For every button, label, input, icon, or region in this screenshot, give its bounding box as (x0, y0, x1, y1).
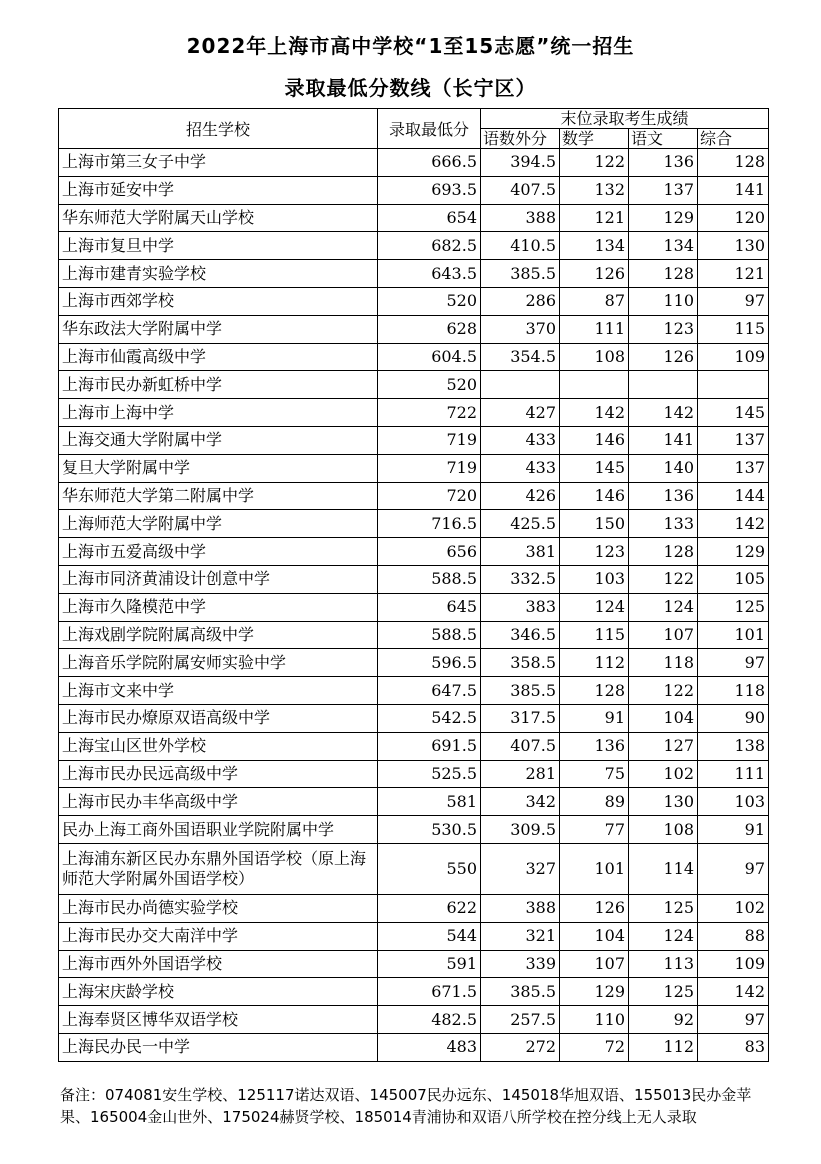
math-score: 75 (560, 760, 629, 788)
comprehensive-score: 137 (698, 454, 769, 482)
comprehensive-score: 138 (698, 732, 769, 760)
min-score: 719 (378, 454, 481, 482)
chinese-score: 137 (629, 176, 698, 204)
math-score: 103 (560, 565, 629, 593)
chinese-score: 92 (629, 1006, 698, 1034)
ysw-score: 385.5 (481, 677, 560, 705)
school-name: 上海戏剧学院附属高级中学 (59, 621, 378, 649)
table-row (59, 454, 769, 482)
chinese-score: 128 (629, 538, 698, 566)
min-score: 719 (378, 426, 481, 454)
ysw-score: 407.5 (481, 176, 560, 204)
min-score: 581 (378, 788, 481, 816)
min-score: 591 (378, 950, 481, 978)
chinese-score: 129 (629, 204, 698, 232)
school-name: 上海市同济黄浦设计创意中学 (59, 565, 378, 593)
comprehensive-score: 111 (698, 760, 769, 788)
min-score: 542.5 (378, 704, 481, 732)
ysw-score: 425.5 (481, 510, 560, 538)
chinese-score: 140 (629, 454, 698, 482)
school-name: 上海市民办丰华高级中学 (59, 788, 378, 816)
comprehensive-score: 145 (698, 399, 769, 427)
school-name: 上海市上海中学 (59, 399, 378, 427)
table-row (59, 732, 769, 760)
comprehensive-score: 97 (698, 1006, 769, 1034)
chinese-score: 141 (629, 426, 698, 454)
min-score: 530.5 (378, 816, 481, 844)
school-name: 上海交通大学附属中学 (59, 426, 378, 454)
chinese-score: 104 (629, 704, 698, 732)
school-name: 上海市文来中学 (59, 677, 378, 705)
comprehensive-score: 144 (698, 482, 769, 510)
chinese-score: 118 (629, 649, 698, 677)
chinese-score: 136 (629, 149, 698, 177)
table-row (59, 482, 769, 510)
min-score: 520 (378, 287, 481, 315)
table-row (59, 1033, 769, 1061)
admission-score-table (58, 108, 769, 1062)
school-name: 华东政法大学附属中学 (59, 315, 378, 343)
chinese-score (629, 371, 698, 399)
min-score: 482.5 (378, 1006, 481, 1034)
chinese-score: 108 (629, 816, 698, 844)
ysw-score: 286 (481, 287, 560, 315)
ysw-score: 383 (481, 593, 560, 621)
comprehensive-score: 101 (698, 621, 769, 649)
comprehensive-score: 118 (698, 677, 769, 705)
ysw-score: 358.5 (481, 649, 560, 677)
ysw-score: 385.5 (481, 260, 560, 288)
chinese-score: 110 (629, 287, 698, 315)
min-score: 550 (378, 843, 481, 894)
header-comprehensive: 综合 (698, 129, 769, 149)
comprehensive-score: 90 (698, 704, 769, 732)
table-row (59, 315, 769, 343)
min-score: 588.5 (378, 565, 481, 593)
school-name: 上海市西郊学校 (59, 287, 378, 315)
comprehensive-score: 129 (698, 538, 769, 566)
table-row (59, 232, 769, 260)
school-name: 上海市复旦中学 (59, 232, 378, 260)
comprehensive-score: 97 (698, 843, 769, 894)
ysw-score: 407.5 (481, 732, 560, 760)
math-score: 101 (560, 843, 629, 894)
min-score: 671.5 (378, 978, 481, 1006)
comprehensive-score: 128 (698, 149, 769, 177)
ysw-score: 332.5 (481, 565, 560, 593)
table-row (59, 343, 769, 371)
table-row (59, 677, 769, 705)
math-score: 122 (560, 149, 629, 177)
table-row (59, 760, 769, 788)
table-row (59, 399, 769, 427)
math-score (560, 371, 629, 399)
ysw-score: 385.5 (481, 978, 560, 1006)
min-score: 716.5 (378, 510, 481, 538)
math-score: 136 (560, 732, 629, 760)
comprehensive-score: 97 (698, 649, 769, 677)
ysw-score: 327 (481, 843, 560, 894)
school-name: 上海市建青实验学校 (59, 260, 378, 288)
math-score: 124 (560, 593, 629, 621)
min-score: 588.5 (378, 621, 481, 649)
header-school: 招生学校 (59, 109, 378, 149)
page-subtitle: 录取最低分数线（长宁区） (284, 76, 537, 100)
school-name: 上海市民办民远高级中学 (59, 760, 378, 788)
math-score: 146 (560, 482, 629, 510)
comprehensive-score: 125 (698, 593, 769, 621)
min-score: 596.5 (378, 649, 481, 677)
ysw-score: 281 (481, 760, 560, 788)
ysw-score: 257.5 (481, 1006, 560, 1034)
school-name: 上海市延安中学 (59, 176, 378, 204)
table-row (59, 978, 769, 1006)
ysw-score: 433 (481, 454, 560, 482)
math-score: 123 (560, 538, 629, 566)
header-ysw: 语数外分 (481, 129, 560, 149)
school-name: 上海浦东新区民办东鼎外国语学校（原上海师范大学附属外国语学校） (59, 843, 378, 894)
school-name: 上海宋庆龄学校 (59, 978, 378, 1006)
math-score: 146 (560, 426, 629, 454)
table-row (59, 593, 769, 621)
comprehensive-score: 142 (698, 978, 769, 1006)
math-score: 111 (560, 315, 629, 343)
school-name: 华东师范大学第二附属中学 (59, 482, 378, 510)
ysw-score: 342 (481, 788, 560, 816)
min-score: 722 (378, 399, 481, 427)
min-score: 544 (378, 922, 481, 950)
comprehensive-score: 109 (698, 343, 769, 371)
ysw-score: 388 (481, 894, 560, 922)
chinese-score: 107 (629, 621, 698, 649)
chinese-score: 122 (629, 677, 698, 705)
ysw-score: 354.5 (481, 343, 560, 371)
table-row (59, 204, 769, 232)
school-name: 民办上海工商外国语职业学院附属中学 (59, 816, 378, 844)
min-score: 645 (378, 593, 481, 621)
ysw-score: 309.5 (481, 816, 560, 844)
ysw-score: 381 (481, 538, 560, 566)
comprehensive-score: 120 (698, 204, 769, 232)
chinese-score: 134 (629, 232, 698, 260)
chinese-score: 102 (629, 760, 698, 788)
comprehensive-score: 142 (698, 510, 769, 538)
math-score: 112 (560, 649, 629, 677)
min-score: 520 (378, 371, 481, 399)
table-row (59, 565, 769, 593)
ysw-score: 427 (481, 399, 560, 427)
chinese-score: 130 (629, 788, 698, 816)
math-score: 145 (560, 454, 629, 482)
math-score: 126 (560, 894, 629, 922)
ysw-score: 346.5 (481, 621, 560, 649)
table-row (59, 816, 769, 844)
school-name: 上海市民办燎原双语高级中学 (59, 704, 378, 732)
ysw-score: 317.5 (481, 704, 560, 732)
min-score: 682.5 (378, 232, 481, 260)
header-chinese: 语文 (629, 129, 698, 149)
math-score: 132 (560, 176, 629, 204)
min-score: 691.5 (378, 732, 481, 760)
chinese-score: 125 (629, 894, 698, 922)
school-name: 上海民办民一中学 (59, 1033, 378, 1061)
math-score: 134 (560, 232, 629, 260)
school-name: 华东师范大学附属天山学校 (59, 204, 378, 232)
table-row (59, 538, 769, 566)
table-row (59, 260, 769, 288)
chinese-score: 124 (629, 593, 698, 621)
math-score: 115 (560, 621, 629, 649)
comprehensive-score: 130 (698, 232, 769, 260)
school-name: 上海市第三女子中学 (59, 149, 378, 177)
chinese-score: 123 (629, 315, 698, 343)
comprehensive-score: 109 (698, 950, 769, 978)
math-score: 142 (560, 399, 629, 427)
school-name: 上海宝山区世外学校 (59, 732, 378, 760)
min-score: 604.5 (378, 343, 481, 371)
table-row (59, 510, 769, 538)
school-name: 上海市民办尚德实验学校 (59, 894, 378, 922)
comprehensive-score: 105 (698, 565, 769, 593)
math-score: 128 (560, 677, 629, 705)
comprehensive-score: 141 (698, 176, 769, 204)
ysw-score: 370 (481, 315, 560, 343)
min-score: 622 (378, 894, 481, 922)
chinese-score: 133 (629, 510, 698, 538)
min-score: 666.5 (378, 149, 481, 177)
math-score: 150 (560, 510, 629, 538)
math-score: 110 (560, 1006, 629, 1034)
math-score: 89 (560, 788, 629, 816)
school-name: 上海市民办交大南洋中学 (59, 922, 378, 950)
ysw-score (481, 371, 560, 399)
ysw-score: 272 (481, 1033, 560, 1061)
comprehensive-score: 115 (698, 315, 769, 343)
math-score: 91 (560, 704, 629, 732)
comprehensive-score: 137 (698, 426, 769, 454)
school-name: 上海市民办新虹桥中学 (59, 371, 378, 399)
comprehensive-score: 88 (698, 922, 769, 950)
math-score: 72 (560, 1033, 629, 1061)
chinese-score: 113 (629, 950, 698, 978)
min-score: 656 (378, 538, 481, 566)
min-score: 483 (378, 1033, 481, 1061)
school-name: 上海市西外外国语学校 (59, 950, 378, 978)
school-name: 上海市仙霞高级中学 (59, 343, 378, 371)
table-row (59, 704, 769, 732)
ysw-score: 433 (481, 426, 560, 454)
comprehensive-score: 103 (698, 788, 769, 816)
comprehensive-score: 102 (698, 894, 769, 922)
table-row (59, 371, 769, 399)
ysw-score: 321 (481, 922, 560, 950)
table-row (59, 1006, 769, 1034)
table-row (59, 176, 769, 204)
table-row (59, 788, 769, 816)
comprehensive-score: 97 (698, 287, 769, 315)
math-score: 108 (560, 343, 629, 371)
ysw-score: 394.5 (481, 149, 560, 177)
ysw-score: 410.5 (481, 232, 560, 260)
ysw-score: 388 (481, 204, 560, 232)
page-title: 2022年上海市高中学校“1至15志愿”统一招生 (186, 34, 635, 58)
min-score: 693.5 (378, 176, 481, 204)
math-score: 87 (560, 287, 629, 315)
min-score: 647.5 (378, 677, 481, 705)
chinese-score: 114 (629, 843, 698, 894)
comprehensive-score: 83 (698, 1033, 769, 1061)
comprehensive-score: 121 (698, 260, 769, 288)
table-row (59, 922, 769, 950)
chinese-score: 122 (629, 565, 698, 593)
school-name: 复旦大学附属中学 (59, 454, 378, 482)
chinese-score: 125 (629, 978, 698, 1006)
ysw-score: 426 (481, 482, 560, 510)
table-row (59, 426, 769, 454)
table-row (59, 843, 769, 894)
min-score: 720 (378, 482, 481, 510)
math-score: 104 (560, 922, 629, 950)
header-last-admitted: 末位录取考生成绩 (481, 109, 769, 129)
comprehensive-score: 91 (698, 816, 769, 844)
math-score: 107 (560, 950, 629, 978)
min-score: 628 (378, 315, 481, 343)
math-score: 121 (560, 204, 629, 232)
table-row (59, 649, 769, 677)
footnote: 备注：074081安生学校、125117诺达双语、145007民办远东、145018华旭双语、155013民办金苹果、165004金山世外、175024赫贤学校、185014青浦协和双语八所学校在控分线上无人录取 (60, 1086, 752, 1126)
comprehensive-score (698, 371, 769, 399)
chinese-score: 112 (629, 1033, 698, 1061)
min-score: 643.5 (378, 260, 481, 288)
table-row (59, 894, 769, 922)
table-row (59, 149, 769, 177)
school-name: 上海音乐学院附属安师实验中学 (59, 649, 378, 677)
min-score: 654 (378, 204, 481, 232)
chinese-score: 142 (629, 399, 698, 427)
min-score: 525.5 (378, 760, 481, 788)
school-name: 上海市五爱高级中学 (59, 538, 378, 566)
table-row (59, 950, 769, 978)
chinese-score: 124 (629, 922, 698, 950)
table-row (59, 621, 769, 649)
math-score: 126 (560, 260, 629, 288)
school-name: 上海奉贤区博华双语学校 (59, 1006, 378, 1034)
school-name: 上海师范大学附属中学 (59, 510, 378, 538)
table-row (59, 287, 769, 315)
school-name: 上海市久隆模范中学 (59, 593, 378, 621)
chinese-score: 128 (629, 260, 698, 288)
math-score: 129 (560, 978, 629, 1006)
chinese-score: 127 (629, 732, 698, 760)
header-math: 数学 (560, 129, 629, 149)
chinese-score: 136 (629, 482, 698, 510)
math-score: 77 (560, 816, 629, 844)
chinese-score: 126 (629, 343, 698, 371)
ysw-score: 339 (481, 950, 560, 978)
header-min-score: 录取最低分 (378, 109, 481, 149)
